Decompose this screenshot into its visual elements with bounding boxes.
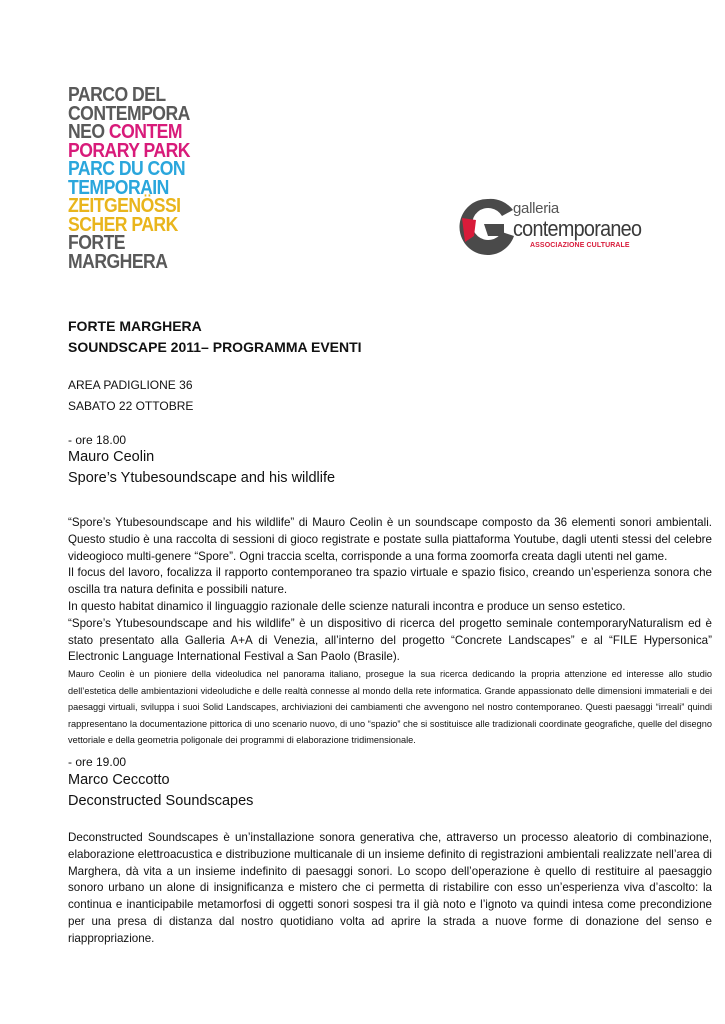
event1-heading (68, 447, 712, 489)
event1-artist: Mauro Ceolin (68, 449, 155, 465)
location-area: AREA PADIGLIONE 36 (68, 378, 193, 392)
logo-line-3-grey: NEO (68, 121, 109, 143)
event2-description: Deconstructed Soundscapes è un’installazione sonora generativa che, attraverso un processo aleatorio di combinazione, elaborazione elettroacustica e distribuzione multicanale di un insieme definito di registrazioni ambientali realizzate nell’area di Marghera, dà vita a un insieme indefinito di paesaggi sonori. Lo scopo dell’operazione è quello di restituire al paesaggio sonoro urbano un alone di insignificanza e mistero che ci permetta di ristabilire con esso un’esperienza viva d’ascolto: la continua e inanticipabile metamorfosi di oggetti sonori sospesi tra il già noto e l’ignoto va quindi intesa come precondizione per una presa di distanza dal nostro quotidiano volta ad aprire la strada a nuove forme di donazione del senso e riappropriazione. (68, 831, 712, 945)
event2-work: Deconstructed Soundscapes (68, 793, 254, 809)
event2-time: - ore 19.00 (68, 755, 127, 769)
logo-line-3 (68, 123, 190, 142)
logo-line-10: MARGHERA (68, 250, 168, 273)
gallery-logo-associazione: ASSOCIAZIONE CULTURALE (530, 242, 630, 249)
page-title (68, 316, 712, 358)
event1-bio: Mauro Ceolin è un pioniere della videoludica nel panorama italiano, prosegue la sua ricerca dedicando la propria attenzione ed interesse allo studio dell’estetica delle ambientazioni videoludiche e delle realtà connesse al mondo della rete informatica. Grande appassionato delle dimensioni immateriali e dei paesaggi virtuali, sviluppa i suoi Solid Landscapes, archiviazioni dei cambiamenti che avvengono nel nostro contemporaneo. Questi paesaggi “irreali” quindi rappresentano la documentazione pittorica di uno scenario nuovo, di uno “spazio” che si sostituisce alle tradizionali coordinate geografiche, quelle del disegno vettoriale e della geometria poligonale dei programmi di elaborazione tridimensionale. (68, 669, 712, 746)
logo-line-1: PARCO DEL (68, 84, 166, 106)
logo-line-7: ZEITGENÖSSI (68, 195, 181, 217)
location-block (68, 375, 712, 417)
event1-time: - ore 18.00 (68, 433, 127, 447)
event1-work: Spore’s Ytubesoundscape and his wildlife (68, 470, 336, 486)
event1-paragraph-2: Il focus del lavoro, focalizza il rapporto contemporaneo tra spazio virtuale e spazio fisico, creando un’esperienza sonora che oscilla tra natura definita e possibili nature. (68, 566, 712, 597)
logo-line-8: SCHER PARK (68, 213, 178, 236)
event2-artist: Marco Ceccotto (68, 772, 170, 788)
gallery-logo-contemporaneo: contemporaneo (513, 216, 642, 241)
event1-description (68, 515, 712, 666)
logo-line-3-pink: CONTEM (108, 121, 183, 143)
event1-paragraph-4: “Spore’s Ytubesoundscape and his wildlife” è un dispositivo di ricerca del progetto seminale contemporaryNaturalism ed è stato presentato alla Galleria A+A di Venezia, all’interno del progetto “Concrete Landscapes” e al “FILE Hypersonica” Electronic Language International Festival a San Paolo (Brasile). (68, 616, 712, 664)
logo-line-5: PARC DU CON (68, 158, 186, 180)
park-logo (68, 86, 190, 271)
logo-line-4: PORARY PARK (68, 139, 190, 162)
title-line-2: SOUNDSCAPE 2011– PROGRAMMA EVENTI (68, 339, 362, 355)
gallery-logo-mark-icon (458, 196, 518, 258)
event1-paragraph-3: In questo habitat dinamico il linguaggio razionale delle scienze naturali incontra e produce un senso estetico. (68, 599, 626, 613)
gallery-logo (458, 196, 648, 258)
logo-line-9: FORTE (68, 232, 126, 254)
logo-line-6: TEMPORAIN (68, 176, 169, 199)
location-date: SABATO 22 OTTOBRE (68, 399, 194, 413)
title-line-1: FORTE MARGHERA (68, 318, 202, 334)
event1-paragraph-1: “Spore’s Ytubesoundscape and his wildlife” di Mauro Ceolin è un soundscape composto da 36 elementi sonori ambientali. Questo studio è una raccolta di sessioni di gioco registrate e postate sulla piattaforma Youtube, dagli utenti stessi del celebre videogioco multi-genere “Spore”. Ogni traccia scelta, corrisponde a una forma zoomorfa creata dagli utenti nel game. (68, 516, 712, 563)
gallery-logo-galleria: galleria (513, 200, 559, 217)
logo-line-2: CONTEMPORA (68, 102, 190, 125)
event2-heading (68, 770, 712, 812)
